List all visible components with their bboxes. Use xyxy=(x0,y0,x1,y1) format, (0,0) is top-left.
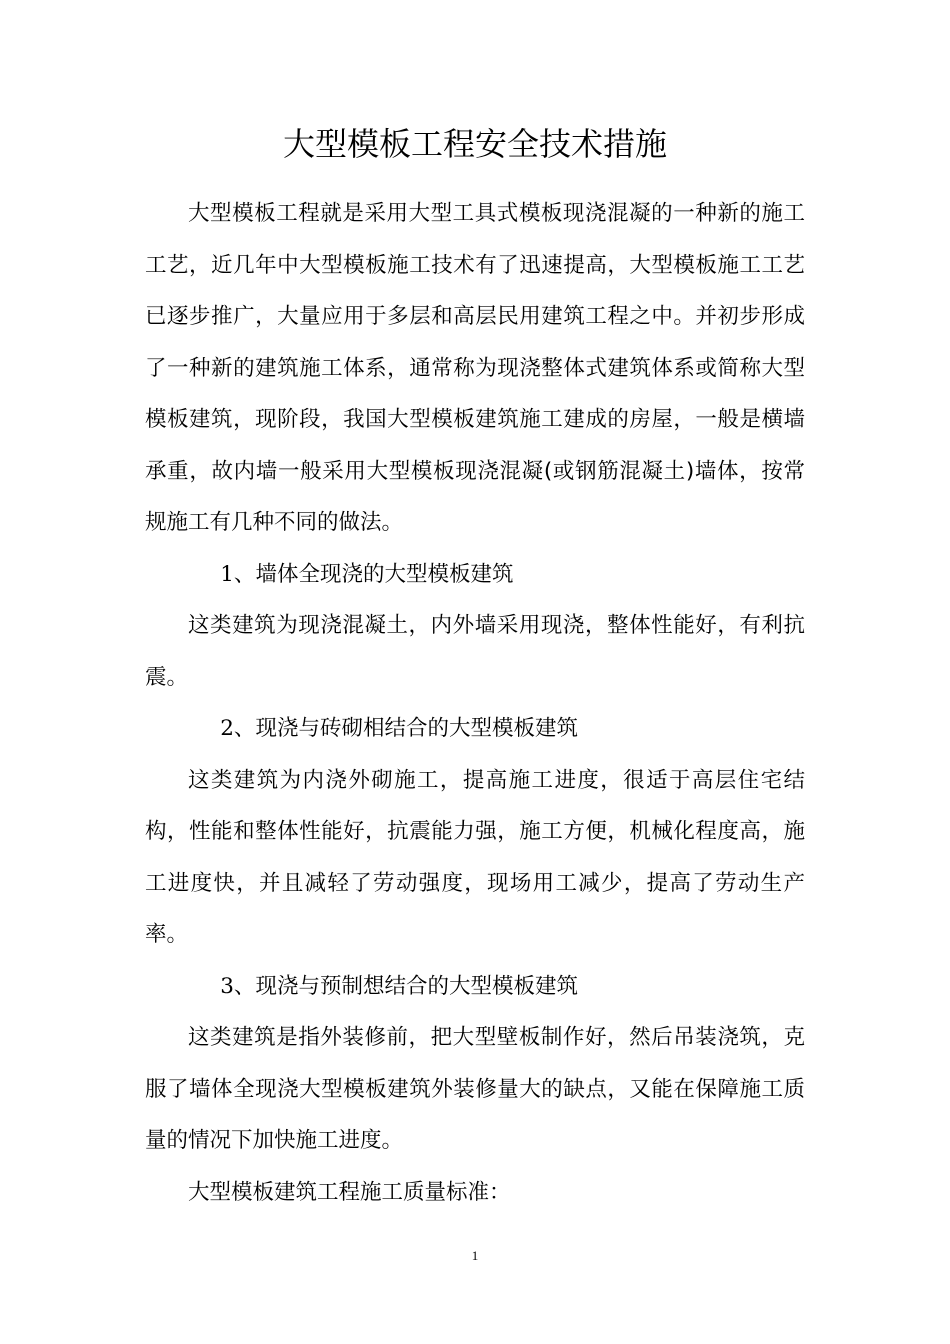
section-2-paragraph: 这类建筑为内浇外砌施工，提高施工进度，很适于高层住宅结构，性能和整体性能好，抗震能力强，施工方便，机械化程度高，施工进度快，并且减轻了劳动强度，现场用工减少，提高了劳动生产率。 xyxy=(145,767,805,947)
section-heading-text: 现浇与砖砌相结合的大型模板建筑 xyxy=(255,716,578,741)
quality-standard-heading: 大型模板建筑工程施工质量标准： xyxy=(188,1179,511,1205)
section-heading-3 xyxy=(145,961,805,1013)
section-heading-1 xyxy=(145,549,805,601)
section-1-paragraph: 这类建筑为现浇混凝土，内外墙采用现浇，整体性能好，有利抗震。 xyxy=(145,613,805,690)
section-heading-2 xyxy=(145,703,805,755)
document-body xyxy=(145,188,805,1218)
section-3-paragraph: 这类建筑是指外装修前，把大型壁板制作好，然后吊装浇筑，克服了墙体全现浇大型模板建筑外装修量大的缺点，又能在保障施工质量的情况下加快施工进度。 xyxy=(145,1025,805,1153)
section-number: 3、 xyxy=(220,973,256,999)
intro-paragraph: 大型模板工程就是采用大型工具式模板现浇混凝的一种新的施工工艺，近几年中大型模板施工技术有了迅速提高，大型模板施工工艺已逐步推广，大量应用于多层和高层民用建筑工程之中。并初步形成了一种新的建筑施工体系，通常称为现浇整体式建筑体系或简称大型模板建筑，现阶段，我国大型模板建筑施工建成的房屋，一般是横墙承重，故内墙一般采用大型模板现浇混凝(或钢筋混凝土)墙体，按常规施工有几种不同的做法。 xyxy=(145,201,805,535)
section-number: 2、 xyxy=(220,716,256,741)
section-number: 1、 xyxy=(220,561,256,587)
page-number: 1 xyxy=(471,1248,479,1263)
document-title: 大型模板工程安全技术措施 xyxy=(282,125,667,163)
section-heading-text: 墙体全现浇的大型模板建筑 xyxy=(255,561,514,587)
section-heading-text: 现浇与预制想结合的大型模板建筑 xyxy=(255,973,578,999)
